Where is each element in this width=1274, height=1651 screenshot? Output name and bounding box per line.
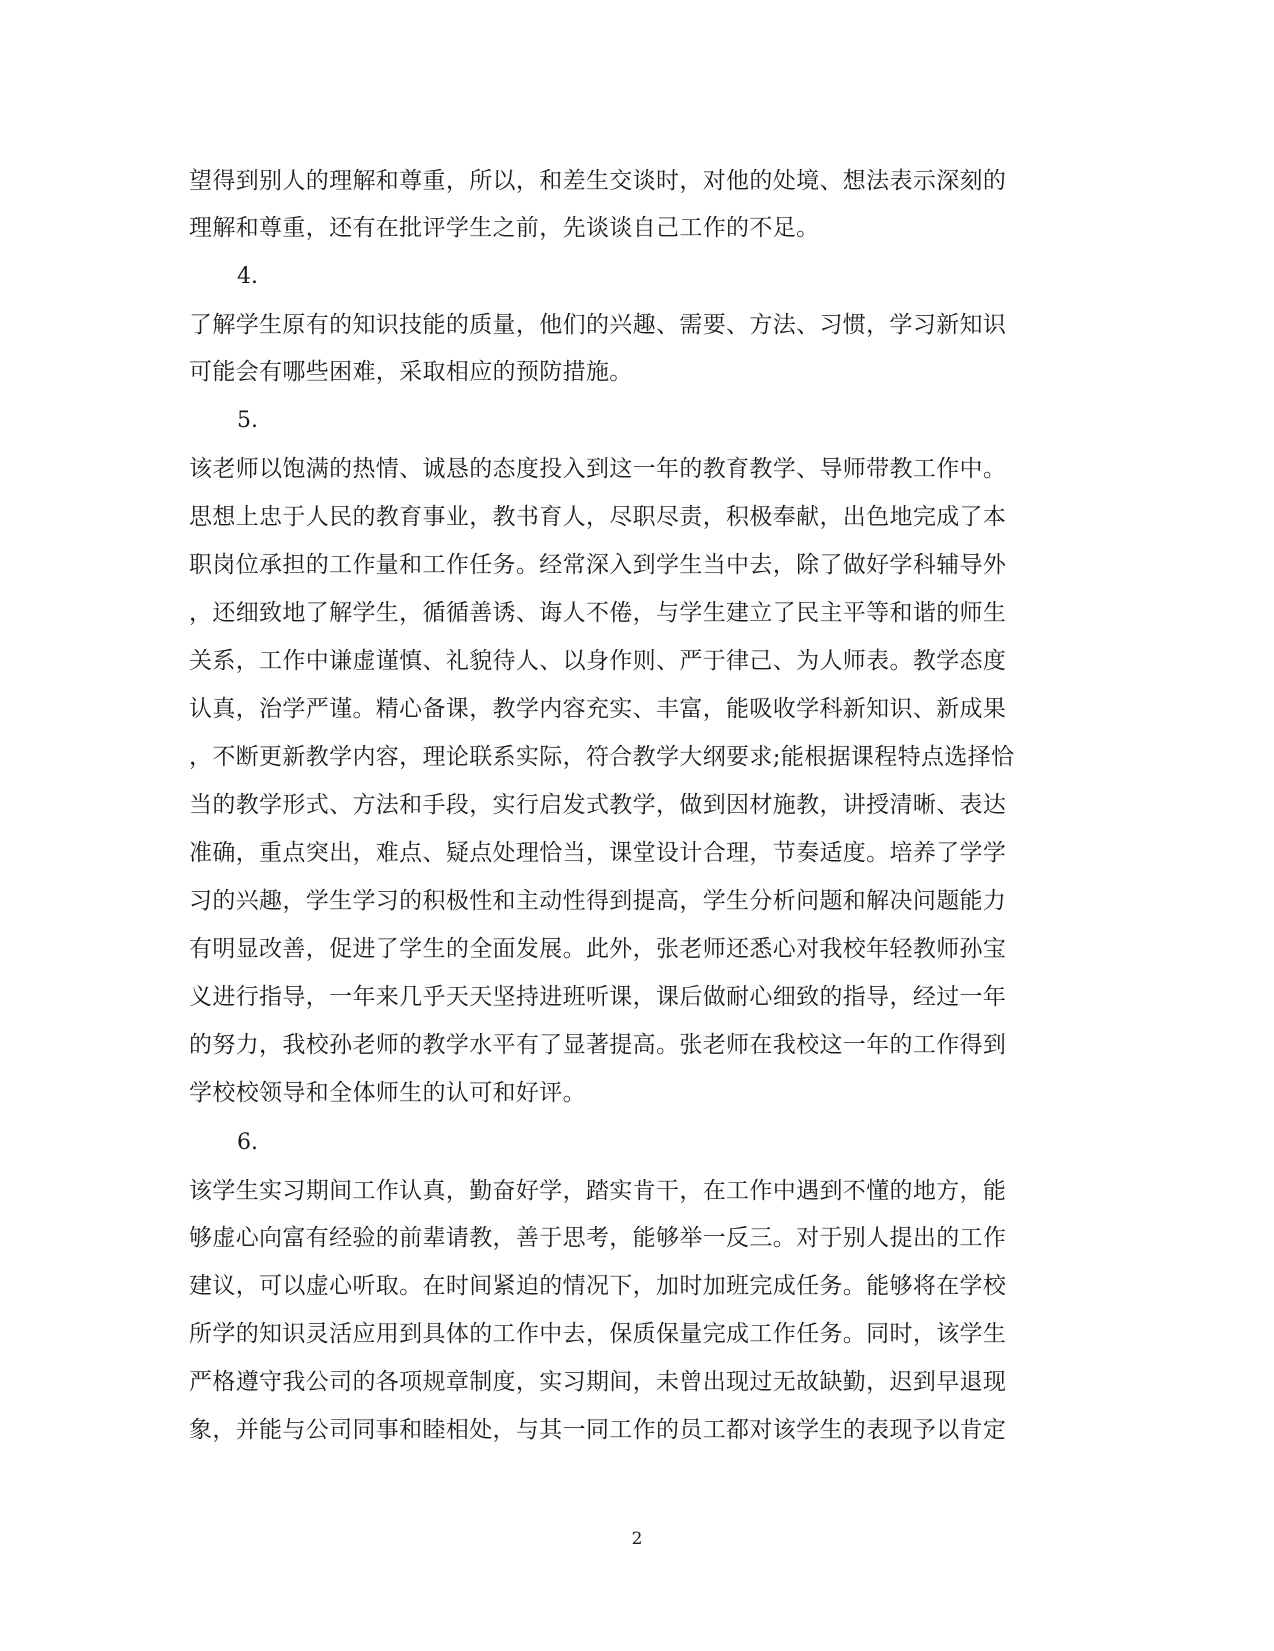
- text-line: 所学的知识灵活应用到具体的工作中去，保质保量完成工作任务。同时，该学生: [189, 1321, 1007, 1347]
- text-line: 职岗位承担的工作量和工作任务。经常深入到学生当中去，除了做好学科辅导外: [189, 552, 1007, 578]
- text-line: 象，并能与公司同事和睦相处，与其一同工作的员工都对该学生的表现予以肯定: [189, 1417, 1007, 1443]
- item-number: 4.: [237, 264, 258, 289]
- text-line: 有明显改善，促进了学生的全面发展。此外，张老师还悉心对我校年轻教师孙宝: [189, 936, 1007, 962]
- text-line: 该老师以饱满的热情、诚恳的态度投入到这一年的教育教学、导师带教工作中。: [189, 456, 1007, 482]
- text-line: 的努力，我校孙老师的教学水平有了显著提高。张老师在我校这一年的工作得到: [189, 1032, 1007, 1058]
- text-line: 该学生实习期间工作认真，勤奋好学，踏实肯干，在工作中遇到不懂的地方，能: [189, 1178, 1007, 1204]
- text-line: 建议，可以虚心听取。在时间紧迫的情况下，加时加班完成任务。能够将在学校: [189, 1273, 1007, 1299]
- text-line: 习的兴趣，学生学习的积极性和主动性得到提高，学生分析问题和解决问题能力: [189, 888, 1007, 914]
- page-number: 2: [631, 1529, 643, 1549]
- text-line: 当的教学形式、方法和手段，实行启发式教学，做到因材施教，讲授清晰、表达: [189, 792, 1007, 818]
- item-number: 6.: [237, 1130, 258, 1155]
- text-line: 够虚心向富有经验的前辈请教，善于思考，能够举一反三。对于别人提出的工作: [189, 1225, 1007, 1251]
- text-line: 了解学生原有的知识技能的质量，他们的兴趣、需要、方法、习惯，学习新知识: [189, 312, 1007, 338]
- text-line: 认真，治学严谨。精心备课，教学内容充实、丰富，能吸收学科新知识、新成果: [189, 696, 1007, 722]
- text-line: 可能会有哪些困难，采取相应的预防措施。: [189, 359, 633, 385]
- text-line: 严格遵守我公司的各项规章制度，实习期间，未曾出现过无故缺勤，迟到早退现: [189, 1369, 1007, 1395]
- text-line: 思想上忠于人民的教育事业，教书育人，尽职尽责，积极奉献，出色地完成了本: [189, 504, 1007, 530]
- text-line: 义进行指导，一年来几乎天天坚持进班听课，课后做耐心细致的指导，经过一年: [189, 984, 1007, 1010]
- text-line: 准确，重点突出，难点、疑点处理恰当，课堂设计合理，节奏适度。培养了学学: [189, 840, 1007, 866]
- text-line: 理解和尊重，还有在批评学生之前，先谈谈自己工作的不足。: [189, 215, 820, 241]
- text-line: 学校校领导和全体师生的认可和好评。: [189, 1080, 586, 1106]
- item-number: 5.: [237, 408, 258, 433]
- text-line: 关系，工作中谦虚谨慎、礼貌待人、以身作则、严于律己、为人师表。教学态度: [189, 648, 1007, 674]
- text-line: 望得到别人的理解和尊重，所以，和差生交谈时，对他的处境、想法表示深刻的: [189, 168, 1007, 194]
- text-line: ，还细致地了解学生，循循善诱、诲人不倦，与学生建立了民主平等和谐的师生: [189, 600, 1007, 626]
- text-line: ，不断更新教学内容，理论联系实际，符合教学大纲要求;能根据课程特点选择恰: [189, 744, 1015, 770]
